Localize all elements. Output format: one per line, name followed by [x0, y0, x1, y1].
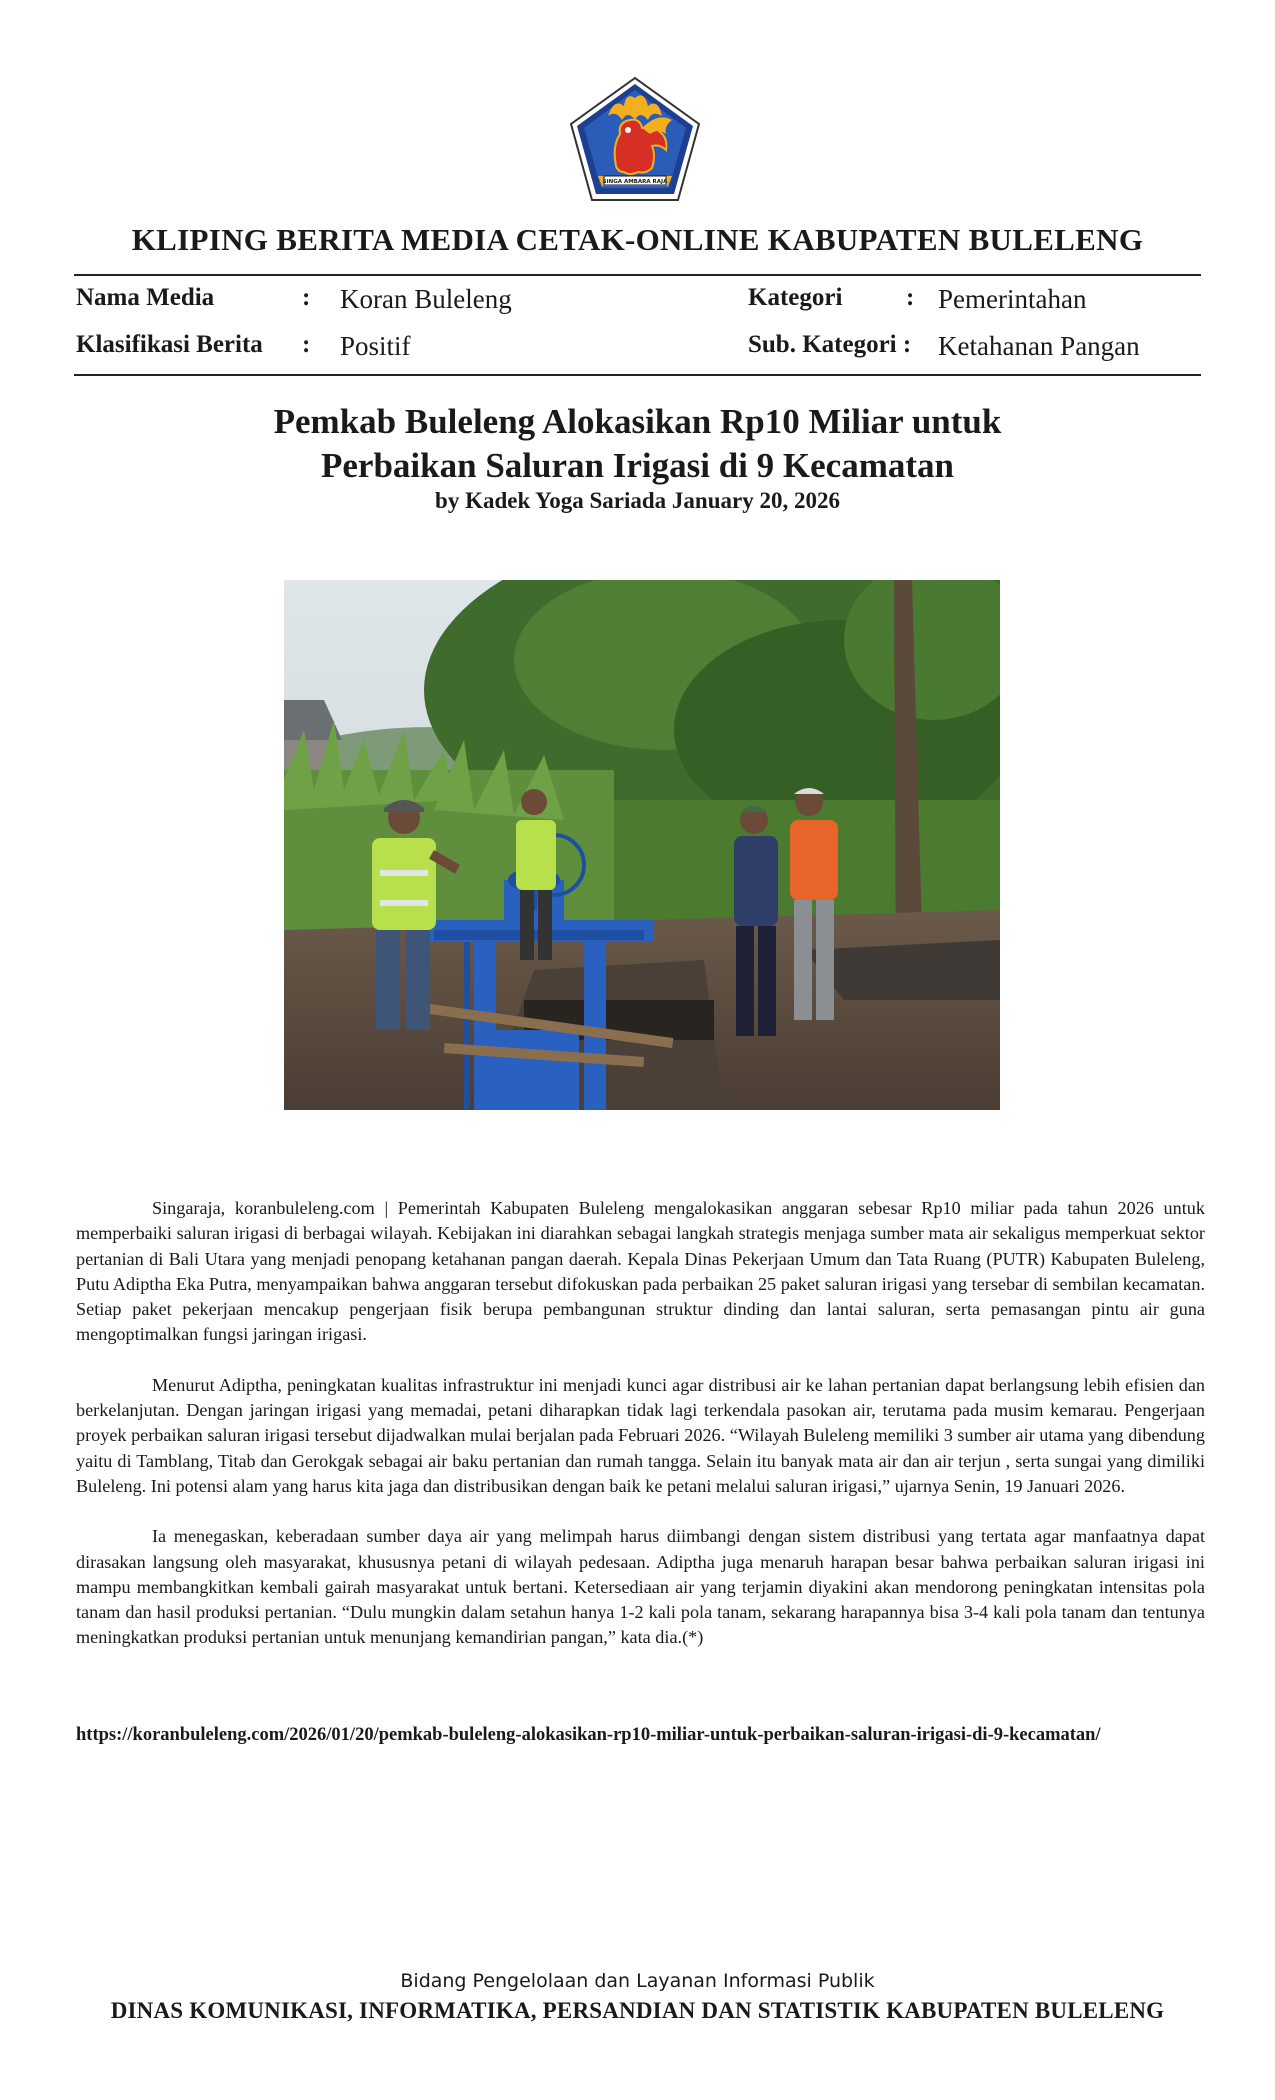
article-headline-line1: Pemkab Buleleng Alokasikan Rp10 Miliar untuk	[273, 402, 1002, 441]
article-headline-line2: Perbaikan Saluran Irigasi di 9 Kecamatan	[321, 446, 954, 485]
kategori-value: Pemerintahan	[938, 284, 1087, 314]
kategori-label: Kategori	[748, 284, 843, 311]
workers-inspecting-irrigation-gate-photo	[284, 580, 1000, 1110]
meta-colon: :	[302, 284, 311, 311]
meta-colon: :	[906, 284, 915, 311]
article-source-link[interactable]: https://koranbuleleng.com/2026/01/20/pemkab-buleleng-alokasikan-rp10-miliar-untuk-perbaikan-saluran-irigasi-di-9-kecamatan/	[76, 1725, 1101, 1745]
logo-motto: SINGA AMBARA RAJA	[602, 179, 668, 185]
buleleng-lion-emblem-icon	[568, 76, 702, 202]
article-byline: by Kadek Yoga Sariada January 20, 2026	[435, 488, 840, 513]
article-paragraph: Ia menegaskan, keberadaan sumber daya air yang melimpah harus diimbangi dengan sistem distribusi yang tertata agar manfaatnya dapat dirasakan langsung oleh masyarakat, khususnya petani di wilayah pedesaan. Adiptha juga menaruh harapan besar bahwa perbaikan saluran irigasi ini mampu membangkitkan kembali gairah masyarakat untuk bertani. Ketersediaan air yang terjamin diyakini akan mendorong peningkatan intensitas pola tanam dan hasil produksi pertanian. “Dulu mungkin dalam setahun hanya 1-2 kali pola tanam, sekarang harapannya bisa 3-4 kali pola tanam dan tentunya meningkatkan produksi pertanian untuk menunjang kemandirian pangan,” kata dia.(*)	[76, 1526, 1205, 1648]
header-top-divider	[74, 274, 1201, 276]
klasifikasi-value: Positif	[340, 331, 411, 361]
nama-media-label: Nama Media	[76, 284, 215, 311]
nama-media-value: Koran Buleleng	[340, 284, 512, 314]
meta-colon: :	[302, 331, 311, 358]
sub-kategori-value: Ketahanan Pangan	[938, 331, 1140, 361]
klasifikasi-label: Klasifikasi Berita	[76, 331, 263, 358]
article-body	[76, 1196, 1205, 1676]
document-title: KLIPING BERITA MEDIA CETAK-ONLINE KABUPATEN BULELENG	[131, 222, 1144, 257]
article-paragraph: Singaraja, koranbuleleng.com | Pemerintah Kabupaten Buleleng mengalokasikan anggaran sebesar Rp10 miliar pada tahun 2026 untuk memperbaiki saluran irigasi di berbagai wilayah. Kebijakan ini diarahkan sebagai langkah strategis menjaga sumber mata air sekaligus memperkuat sektor pertanian di Bali Utara yang menjadi penopang ketahanan pangan daerah. Kepala Dinas Pekerjaan Umum dan Tata Ruang (PUTR) Kabupaten Buleleng, Putu Adiptha Eka Putra, menyampaikan bahwa anggaran tersebut difokuskan pada perbaikan 25 paket saluran irigasi yang tersebar di sembilan kecamatan. Setiap paket pekerjaan mencakup pengerjaan fisik berupa pembangunan struktur dinding dan lantai saluran, serta pemasangan pintu air guna mengoptimalkan fungsi jaringan irigasi.	[76, 1198, 1205, 1345]
footer-agency: DINAS KOMUNIKASI, INFORMATIKA, PERSANDIAN DAN STATISTIK KABUPATEN BULELENG	[110, 1998, 1165, 2023]
article-paragraph: Menurut Adiptha, peningkatan kualitas infrastruktur ini menjadi kunci agar distribusi air ke lahan pertanian dapat berlangsung lebih efisien dan berkelanjutan. Dengan jaringan irigasi yang memadai, petani diharapkan tidak lagi terkendala pasokan air, terutama pada musim kemarau. Pengerjaan proyek perbaikan saluran irigasi tersebut dijadwalkan mulai berjalan pada Februari 2026. “Wilayah Buleleng memiliki 3 sumber air utama yang dibendung yaitu di Tamblang, Titab dan Gerokgak sebagai air baku pertanian dan rumah tangga. Selain itu banyak mata air dan air terjun , serta sungai yang dimiliki Buleleng. Ini potensi alam yang harus kita jaga dan distribusikan dengan baik ke petani melalui saluran irigasi,” ujarnya Senin, 19 Januari 2026.	[76, 1374, 1205, 1496]
sub-kategori-label: Sub. Kategori :	[748, 331, 912, 358]
footer-department: Bidang Pengelolaan dan Layanan Informasi Publik	[400, 1970, 875, 1992]
header-bottom-divider	[74, 374, 1201, 376]
